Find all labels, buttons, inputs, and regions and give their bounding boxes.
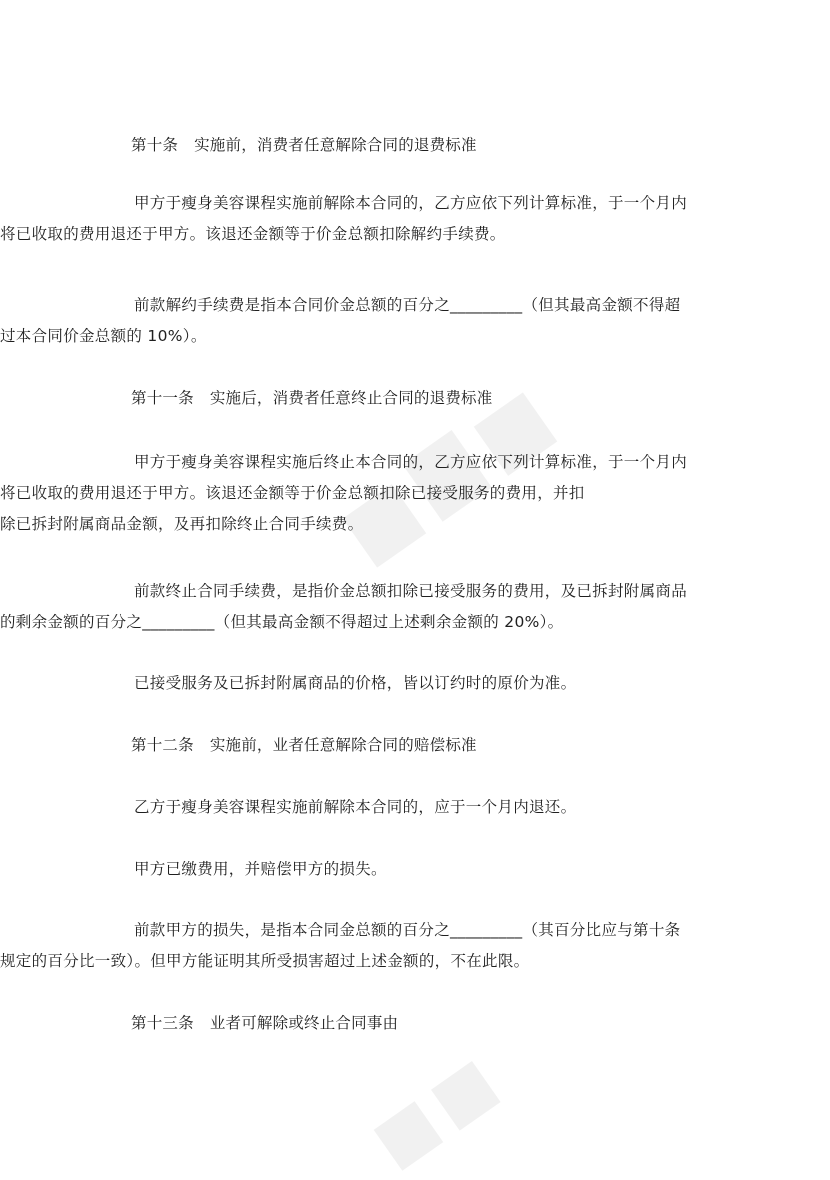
paragraph-line: 已接受服务及已拆封附属商品的价格，皆以订约时的原价为准。	[134, 674, 577, 692]
paragraph-line: 前款解约手续费是指本合同价金总额的百分之_________（但其最高金额不得超	[134, 296, 681, 314]
article-title: 实施前，业者任意解除合同的赔偿标准	[209, 736, 477, 754]
paragraph-line: 过本合同价金总额的 10%）。	[0, 327, 207, 345]
paragraph-line: 乙方于瘦身美容课程实施前解除本合同的，应于一个月内退还。	[134, 798, 577, 816]
article-number: 第十三条	[131, 1014, 194, 1032]
article-heading-13	[131, 1008, 398, 1039]
article-title: 业者可解除或终止合同事由	[209, 1014, 399, 1032]
paragraph-line: 前款终止合同手续费，是指价金总额扣除已接受服务的费用，及已拆封附属商品	[134, 582, 688, 600]
paragraph-line: 甲方已缴费用，并赔偿甲方的损失。	[134, 860, 387, 878]
paragraph	[0, 290, 731, 352]
article-heading-11	[131, 383, 492, 414]
article-number: 第十一条	[131, 389, 194, 407]
paragraph	[131, 792, 731, 823]
paragraph-line: 将已收取的费用退还于甲方。该退还金额等于价金总额扣除已接受服务的费用，并扣	[0, 484, 585, 502]
paragraph	[131, 668, 731, 699]
article-heading-12	[131, 730, 477, 761]
article-title: 实施前，消费者任意解除合同的退费标准	[194, 136, 477, 154]
article-number: 第十条	[131, 136, 179, 154]
paragraph-line: 除已拆封附属商品金额，及再扣除终止合同手续费。	[0, 515, 364, 533]
paragraph	[131, 854, 731, 885]
article-title: 实施后，消费者任意终止合同的退费标准	[209, 389, 493, 407]
paragraph	[0, 447, 731, 540]
article-heading-10	[131, 130, 477, 161]
paragraph	[0, 915, 731, 977]
paragraph-line: 的剩余金额的百分之_________（但其最高金额不得超过上述剩余金额的 20%）。	[0, 613, 564, 631]
paragraph-line: 甲方于瘦身美容课程实施后终止本合同的，乙方应依下列计算标准，于一个月内	[134, 453, 688, 471]
paragraph-line: 前款甲方的损失，是指本合同金总额的百分之_________（其百分比应与第十条	[134, 921, 681, 939]
paragraph	[0, 188, 731, 250]
paragraph-line: 甲方于瘦身美容课程实施前解除本合同的，乙方应依下列计算标准，于一个月内	[134, 194, 688, 212]
paragraph-line: 将已收取的费用退还于甲方。该退还金额等于价金总额扣除解约手续费。	[0, 225, 506, 243]
paragraph-line: 规定的百分比一致）。但甲方能证明其所受损害超过上述金额的，不在此限。	[0, 952, 530, 970]
watermark-icon	[340, 1060, 540, 1180]
article-number: 第十二条	[131, 736, 194, 754]
paragraph	[0, 576, 731, 638]
